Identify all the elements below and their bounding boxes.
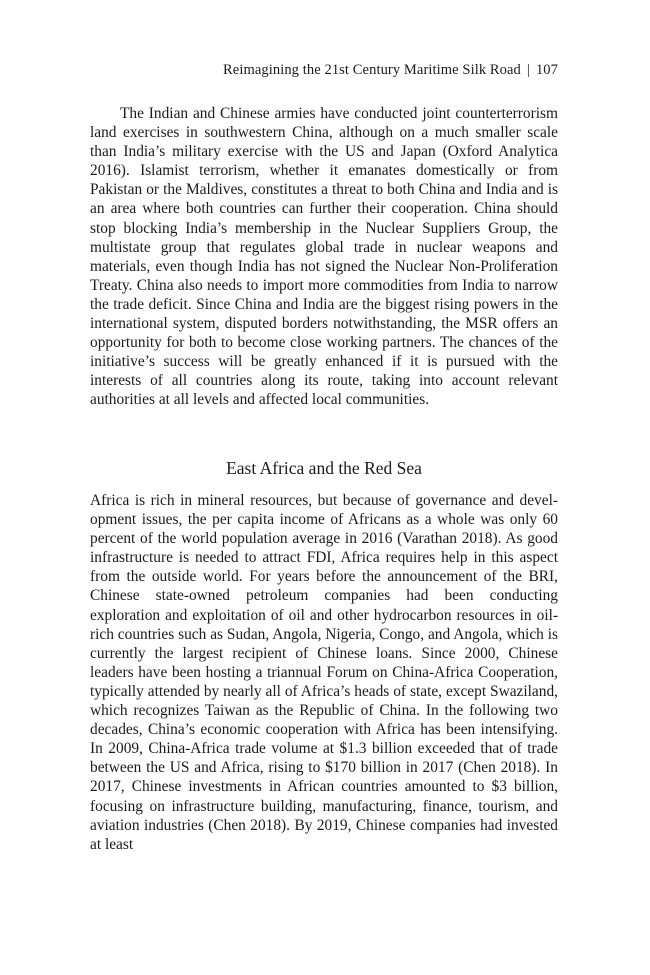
running-head-title: Reimagining the 21st Century Maritime Silk Road [223, 62, 521, 78]
body-paragraph-1: The Indian and Chinese armies have conducted joint counterterrorism land exercises in southwestern China, although on a much smaller scale than India’s military exercise with the US and Japan (Oxford Analytica 2016). Islamist terrorism, whether it emanates domestically or from Pakistan or the Maldives, constitutes a threat to both China and India and is an area where both countries can further their cooperation. China should stop blocking India’s membership in the Nuclear Suppliers Group, the multistate group that regulates global trade in nuclear weapons and materials, even though India has not signed the Nuclear Non-Proliferation Treaty. China also needs to import more commodities from India to narrow the trade deficit. Since China and India are the biggest rising powers in the international system, disputed borders notwithstanding, the MSR offers an opportunity for both to become close working partners. The chances of the initiative’s success will be greatly enhanced if it is pursued with the interests of all countries along its route, taking into account relevant authorities at all levels and affected local communities. [90, 105, 558, 409]
running-head-separator: | [526, 62, 530, 78]
running-head [90, 60, 558, 80]
body-paragraph-2: Africa is rich in mineral resources, but because of governance and development issues, the per capita income of Africans as a whole was only 60 percent of the world population average in 2016 (Varathan 2018). As good infrastructure is needed to attract FDI, Africa requires help in this aspect from the outside world. For years before the announcement of the BRI, Chinese state-owned petroleum companies had been conducting exploration and exploitation of oil and other hydrocarbon resources in oil-rich countries such as Sudan, Angola, Nigeria, Congo, and Angola, which is currently the largest recipient of Chinese loans. Since 2000, Chinese leaders have been hosting a triannual Forum on China-Africa Cooperation, typically attended by nearly all of Africa’s heads of state, except Swaziland, which recognizes Taiwan as the Republic of China. In the following two decades, China’s economic cooperation with Africa has been intensifying. In 2009, China-Africa trade volume at $1.3 billion exceeded that of trade between the US and Africa, rising to $170 billion in 2017 (Chen 2018). In 2017, Chinese investments in African countries amounted to $3 billion, focusing on infrastructure building, manufacturing, finance, tourism, and aviation industries (Chen 2018). By 2019, Chinese companies had invested at least [90, 492, 558, 853]
section-heading: East Africa and the Red Sea [226, 458, 422, 478]
page-number: 107 [535, 62, 558, 78]
